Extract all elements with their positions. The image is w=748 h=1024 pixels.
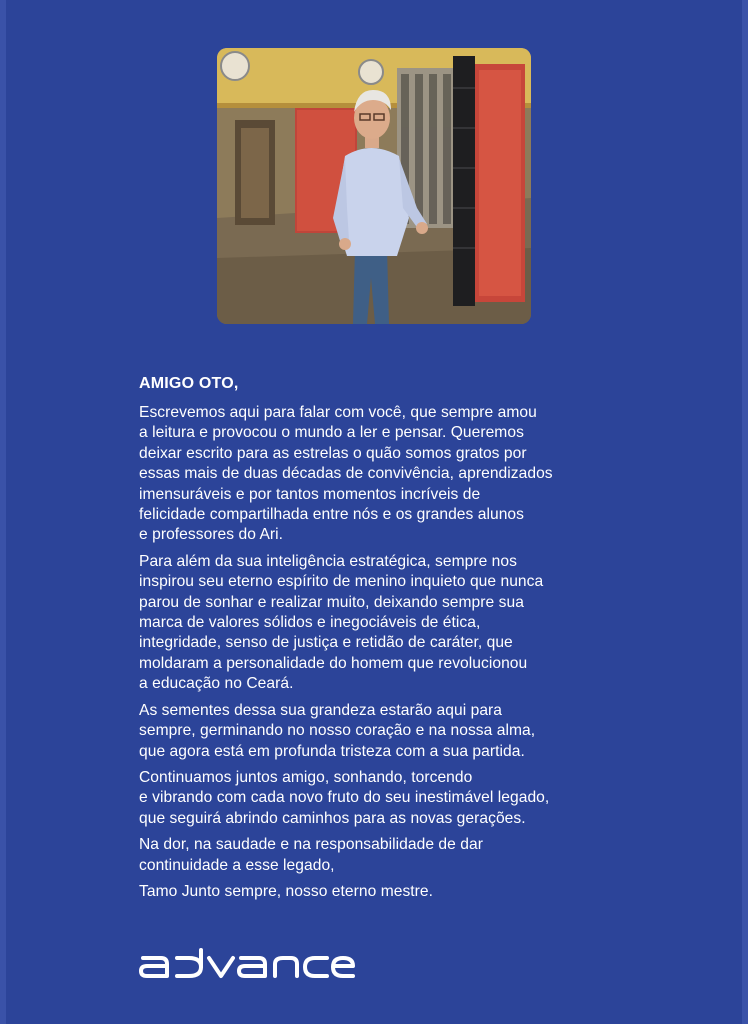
advance-logo-icon (137, 946, 357, 980)
letter-paragraph: Escrevemos aqui para falar com você, que sempre amou a leitura e provocou o mundo a ler e pensar. Queremos deixar escrito para as estrelas o quão somos gratos por essas mais de duas décadas de convivência, aprendizados imensuráveis e por tantos momentos incríveis de felicidade compartilhada entre nós e os grandes alunos e professores do Ari. (139, 404, 553, 544)
portrait-photo (217, 48, 531, 324)
letter-closing: Tamo Junto sempre, nosso eterno mestre. (139, 882, 434, 900)
letter-paragraph: Continuamos juntos amigo, sonhando, torcendo e vibrando com cada novo fruto do seu inestimável legado, que seguirá abrindo caminhos para as novas gerações. (139, 768, 550, 827)
page-edge-right (742, 0, 748, 1024)
letter-paragraph: As sementes dessa sua grandeza estarão aqui para sempre, germinando no nosso coração e na nossa alma, que agora está em profunda tristeza com a sua partida. (139, 701, 536, 760)
letter-paragraph: Para além da sua inteligência estratégica, sempre nos inspirou seu eterno espírito de menino inquieto que nunca parou de sonhar e realizar muito, deixando sempre sua marca de valores sólidos e inegociáveis de ética, integridade, senso de justiça e retidão de caráter, que moldaram a personalidade do homem que revolucionou a educação no Ceará. (139, 552, 544, 693)
letter-body (139, 374, 619, 908)
letter-paragraph: Na dor, na saudade e na responsabilidade de dar continuidade a esse legado, (139, 836, 483, 874)
page-edge-left (0, 0, 6, 1024)
advance-logo (137, 946, 357, 980)
letter-salutation: AMIGO OTO, (139, 375, 239, 392)
portrait-illustration (217, 48, 531, 324)
